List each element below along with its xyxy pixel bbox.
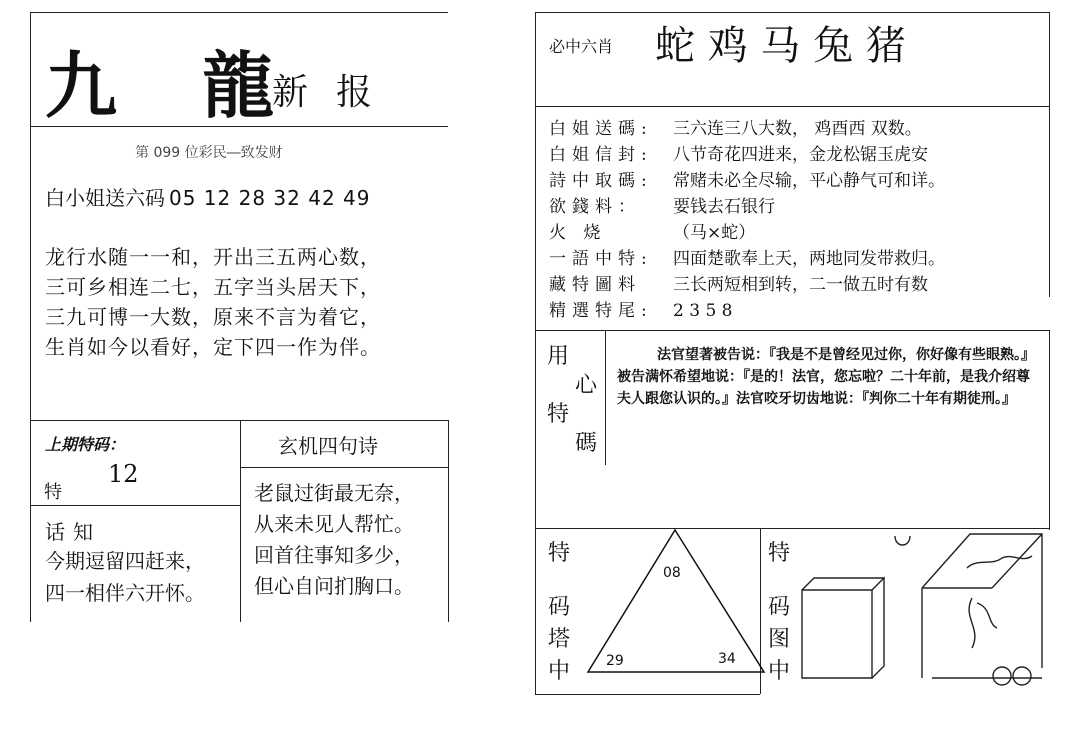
row-value: 2 3 5 8 bbox=[673, 301, 733, 321]
send-six-numbers: 05 12 28 32 42 49 bbox=[169, 186, 371, 210]
poem-line: 龙行水随一一和，开出三五两心数， bbox=[45, 245, 381, 269]
right-box-border bbox=[448, 420, 449, 622]
row-label: 欲錢料： bbox=[549, 197, 641, 217]
box-side-face bbox=[872, 578, 884, 678]
info-row bbox=[549, 116, 945, 142]
info-row bbox=[549, 246, 945, 272]
tower-char: 塔 bbox=[548, 627, 571, 652]
triangle-right-number: 34 bbox=[718, 651, 736, 667]
huazhi-title: 话知 bbox=[45, 520, 101, 544]
xuanji-lines bbox=[254, 478, 414, 602]
xuanji-line: 回首往事知多少， bbox=[254, 543, 414, 567]
row-value: 八节奇花四进来，金龙松锯玉虎安 bbox=[673, 145, 928, 165]
triangle-top-number: 08 bbox=[663, 565, 681, 581]
xuanji-title-bottom bbox=[240, 467, 448, 468]
yongxin-char: 心 bbox=[575, 373, 598, 398]
row-value: 四面楚歌奉上天，两地同发带救归。 bbox=[673, 249, 945, 269]
row-label: 詩中取碼: bbox=[549, 171, 653, 191]
row-label: 一語中特: bbox=[549, 249, 653, 269]
zodiac-animals: 蛇 鸡 马 兔 猪 bbox=[655, 23, 906, 69]
xuanji-title: 玄机四句诗 bbox=[278, 434, 378, 458]
tower-char: 码 bbox=[548, 595, 571, 620]
huazhi-lines bbox=[45, 545, 205, 609]
huazhi-line: 四一相伴六开怀。 bbox=[45, 581, 205, 605]
newspaper-title: 九 龍 bbox=[45, 43, 305, 128]
yongxin-label bbox=[547, 342, 597, 458]
yongxin-char: 特 bbox=[547, 402, 570, 427]
dragon-poem bbox=[45, 242, 381, 362]
box-front-face bbox=[802, 590, 872, 678]
info-row bbox=[549, 298, 945, 324]
box-top-face bbox=[802, 578, 884, 590]
info-row bbox=[549, 142, 945, 168]
tower-left-column bbox=[548, 538, 570, 688]
row-label: 藏特圖料 bbox=[549, 275, 641, 295]
tower-char: 图 bbox=[768, 627, 791, 652]
row-label: 白姐送碼: bbox=[549, 119, 653, 139]
poem-line: 三九可博一大数，原来不言为着它， bbox=[45, 305, 381, 329]
xuanji-line: 老鼠过街最无奈， bbox=[254, 481, 414, 505]
xuanji-line: 但心自问扪胸口。 bbox=[254, 574, 414, 598]
poem-line: 生肖如今以看好，定下四一作为伴。 bbox=[45, 335, 381, 359]
send-six-label: 白小姐送六码 bbox=[45, 186, 165, 210]
spring-coil bbox=[993, 667, 1011, 685]
te-label: 特 bbox=[44, 482, 62, 503]
xuanji-line: 从来未见人帮忙。 bbox=[254, 512, 414, 536]
row-value: 三六连三八大数， 鸡酉西 双数。 bbox=[673, 119, 922, 139]
left-border bbox=[30, 12, 31, 622]
info-row bbox=[549, 194, 945, 220]
right-left-border bbox=[535, 12, 536, 694]
issue-line: 第 099 位彩民―致发财 bbox=[135, 145, 283, 161]
tower-char: 中 bbox=[768, 659, 791, 684]
joke-text: 法官望著被告说：『我是不是曾经见过你，你好像有些眼熟。』被告满怀希望地说：『是的！法官，您忘啦？二十年前，是我介绍尊夫人跟您认识的。』法官咬牙切齿地说：『判你二十年有期徒刑。』 bbox=[617, 347, 1035, 407]
info-row bbox=[549, 168, 945, 194]
poem-line: 三可乡相连二七，五字当头居天下， bbox=[45, 275, 381, 299]
story-divider bbox=[605, 330, 606, 465]
send-six-codes bbox=[45, 182, 370, 211]
triangle-shape bbox=[588, 530, 764, 672]
puzzle-picture bbox=[792, 528, 1050, 693]
tower-char: 中 bbox=[548, 659, 571, 684]
joke-story bbox=[617, 344, 1042, 410]
row-value: 常赌未必全尽输，平心静气可和详。 bbox=[673, 171, 945, 191]
bottom-box-divider bbox=[240, 420, 241, 622]
prev-special-value: 12 bbox=[108, 460, 139, 488]
row-value: 要钱去石银行 bbox=[673, 197, 775, 217]
row-label: 白姐信封: bbox=[549, 145, 653, 165]
story-top-rule bbox=[535, 330, 1050, 331]
info-row bbox=[549, 272, 945, 298]
right-right-border bbox=[1049, 12, 1050, 297]
newspaper-subtitle: 新报 bbox=[272, 72, 401, 113]
hook bbox=[895, 536, 910, 545]
zodiac-label: 必中六肖 bbox=[549, 37, 614, 56]
tower-char: 特 bbox=[768, 541, 791, 566]
row-value: 三长两短相到转，二一做五时有数 bbox=[673, 275, 928, 295]
tower-char: 特 bbox=[548, 541, 571, 566]
left-top-rule bbox=[30, 12, 448, 13]
vine bbox=[967, 556, 1032, 648]
zodiac-divider bbox=[535, 106, 1050, 107]
huazhi-line: 今期逗留四赶来， bbox=[45, 549, 205, 573]
yongxin-char: 碼 bbox=[575, 431, 598, 456]
row-label: 精選特尾: bbox=[549, 301, 653, 321]
tower-right-column bbox=[768, 538, 790, 688]
bottom-box-top bbox=[30, 420, 448, 421]
prev-special-label: 上期特码： bbox=[45, 435, 126, 454]
page-bottom-rule bbox=[535, 694, 760, 695]
story-right-border bbox=[1049, 330, 1050, 530]
tower-char: 码 bbox=[768, 595, 791, 620]
info-row bbox=[549, 220, 945, 246]
yongxin-char: 用 bbox=[547, 344, 570, 369]
row-label: 火 烧 bbox=[549, 223, 607, 243]
info-rows bbox=[549, 116, 945, 324]
triangle-left-number: 29 bbox=[606, 653, 624, 669]
right-top-rule bbox=[535, 12, 1050, 13]
title-divider bbox=[30, 126, 448, 127]
prev-box-bottom bbox=[30, 505, 240, 506]
row-value: （马×蛇） bbox=[673, 223, 756, 243]
spring-coil bbox=[1013, 667, 1031, 685]
